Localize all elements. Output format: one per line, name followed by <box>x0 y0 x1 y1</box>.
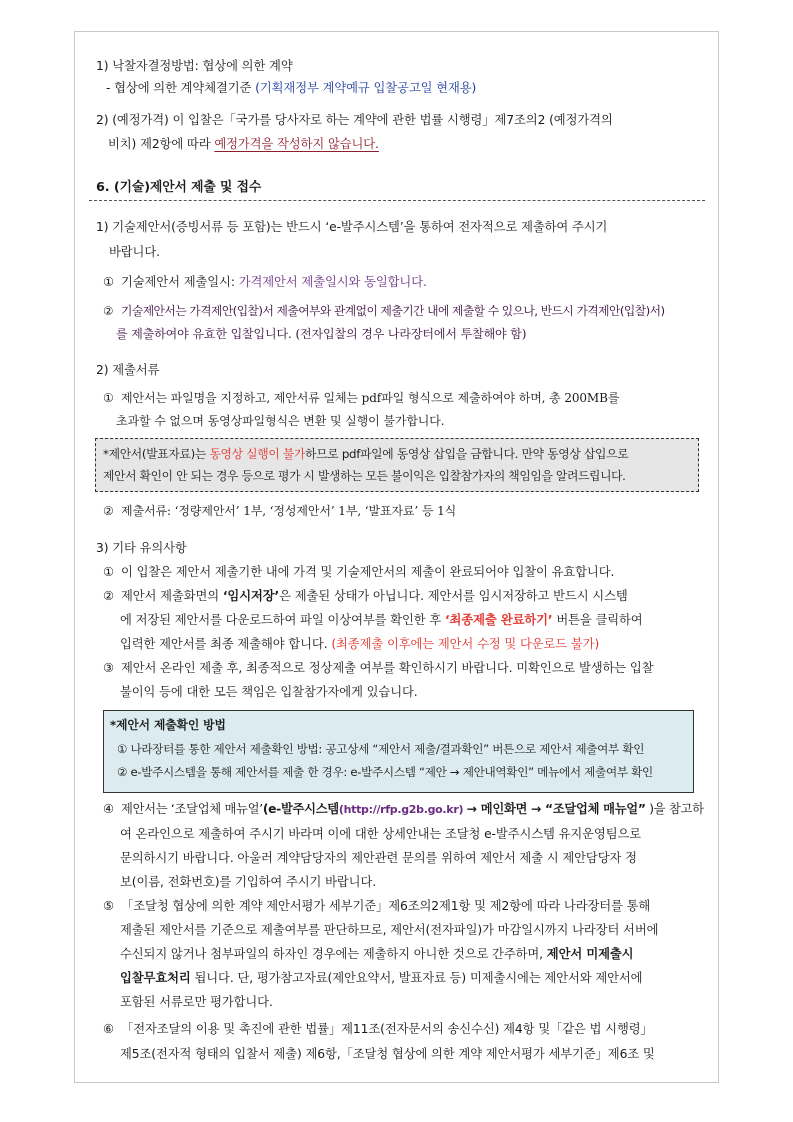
final-submit-emphasis: ‘최종제출 완료하기’ <box>444 613 553 627</box>
submission-check-item-2: ② e-발주시스템을 통해 제안서를 제출 한 경우: e-발주시스템 “제안 → 제안내역확인” 메뉴에서 제출여부 확인 <box>117 765 653 779</box>
tech-proposal-item-1: ① 기술제안서 제출일시: 가격제안서 제출일시와 동일합니다. <box>103 275 427 289</box>
other-notes-item-5-line3: 수신되지 않거나 첨부파일의 하자인 경우에는 제출하지 아니한 것으로 간주하며, 제안서 미제출시 <box>120 947 634 961</box>
tech-proposal-item-2-line1: ② 기술제안서는 가격제안(입찰)서 제출여부와 관계없이 제출기간 내에 제출할 수 있으나, 반드시 가격제안(입찰)서) <box>103 304 665 318</box>
award-method-reference: (기획재정부 계약예규 입찰공고일 현재용) <box>255 81 477 95</box>
invalid-bid-emphasis: 입찰무효처리 <box>120 971 191 985</box>
other-notes-item-5-line2: 제출된 제안서를 기준으로 제출여부를 판단하므로, 제안서(전자파일)가 마감일시까지 나라장터 서버에 <box>120 923 659 937</box>
section-6-heading: 6. (기술)제안서 제출 및 접수 <box>96 180 262 195</box>
other-notes-item-5-line1: ⑤ 「조달청 협상에 의한 계약 제안서평가 세부기준」제6조의2제1항 및 제2항에 따라 나라장터를 통해 <box>103 899 651 913</box>
other-notes-item-5-line5: 포함된 서류로만 평가합니다. <box>120 995 273 1009</box>
other-notes-item-4-line2: 여 온라인으로 제출하여 주시기 바라며 이에 대한 상세안내는 조달청 e-발주시스템 유지운영팀으로 <box>120 827 642 841</box>
other-notes-item-3-line1: ③ 제안서 온라인 제출 후, 최종적으로 정상제출 여부를 확인하시기 바랍니다. 미확인으로 발생하는 입찰 <box>103 661 654 675</box>
other-notes-item-4-line3: 문의하시기 바랍니다. 아울러 계약담당자의 제안관련 문의를 위하여 제안서 제출 시 제안담당자 정 <box>120 851 637 865</box>
other-notes-item-4-line4: 보(이름, 전화번호)를 기입하여 주시기 바랍니다. <box>120 875 377 889</box>
other-notes-item-2-line1: ② 제안서 제출화면의 ‘임시저장’은 제출된 상태가 아닙니다. 제안서를 임시저장하고 반드시 시스템 <box>103 589 628 603</box>
award-method-title: 1) 낙찰자결정방법: 협상에 의한 계약 <box>96 59 293 73</box>
estimated-price-emphasis: 예정가격을 작성하지 않습니다. <box>214 137 379 151</box>
submission-docs-item-1-line1: ① 제안서는 파일명을 지정하고, 제안서류 일체는 pdf파일 형식으로 제출하여야 하며, 총 200MB를 <box>103 391 620 405</box>
other-notes-item-2-line2: 에 저장된 제안서를 다운로드하여 파일 이상여부를 확인한 후 ‘최종제출 완료하기’ 버튼을 클릭하여 <box>120 613 643 627</box>
other-notes-item-6-line2: 제5조(전자적 형태의 입찰서 제출) 제6항,「조달청 협상에 의한 계약 제안서평가 세부기준」제6조 및 <box>120 1047 655 1061</box>
other-notes-item-1: ① 이 입찰은 제안서 제출기한 내에 가격 및 기술제안서의 제출이 완료되어야 입찰이 유효합니다. <box>103 565 615 579</box>
temp-save-emphasis: ‘임시저장’ <box>222 589 280 603</box>
estimated-price-line2: 비치) 제2항에 따라 예정가격을 작성하지 않습니다. <box>108 137 379 151</box>
other-notes-item-3-line2: 불이익 등에 대한 모든 책임은 입찰참가자에게 있습니다. <box>120 685 418 699</box>
video-notice-line1: *제안서(발표자료)는 동영상 실행이 불가하므로 pdf파일에 동영상 삽입을 금합니다. 만약 동영상 삽입으로 <box>103 447 629 461</box>
submission-docs-item-1-line2: 초과할 수 없으며 동영상파일형식은 변환 및 실행이 불가합니다. <box>116 414 445 428</box>
estimated-price-line1: 2) (예정가격) 이 입찰은「국가를 당사자로 하는 계약에 관한 법률 시행령」제7조의2 (예정가격의 <box>96 113 613 127</box>
tech-proposal-para-line1: 1) 기술제안서(증빙서류 등 포함)는 반드시 ‘e-발주시스템’을 통하여 전자적으로 제출하여 주시기 <box>96 220 608 234</box>
final-submit-warning: (최종제출 이후에는 제안서 수정 및 다운로드 불가) <box>331 637 600 651</box>
video-notice-emphasis: 동영상 실행이 불가 <box>209 447 306 461</box>
other-notes-title: 3) 기타 유의사항 <box>96 541 187 555</box>
submission-check-title: *제안서 제출확인 방법 <box>110 718 226 732</box>
manual-url[interactable]: (http://rfp.g2b.go.kr) <box>338 803 464 816</box>
section-divider <box>89 200 705 201</box>
other-notes-item-4-line1: ④ 제안서는 ‘조달업체 매뉴얼’(e-발주시스템(http://rfp.g2b.go.kr) → 메인화면 → “조달업체 매뉴얼” )을 참고하 <box>103 802 704 816</box>
other-notes-item-6-line1: ⑥ 「전자조달의 이용 및 촉진에 관한 법률」제11조(전자문서의 송신수신) 제4항 및「같은 법 시행령」 <box>103 1022 653 1036</box>
video-notice-line2: 제안서 확인이 안 되는 경우 등으로 평가 시 발생하는 모든 불이익은 입찰참가자의 책임임을 알려드립니다. <box>103 469 626 483</box>
submission-docs-title: 2) 제출서류 <box>96 363 160 377</box>
submission-docs-item-2: ② 제출서류: ‘정량제안서’ 1부, ‘정성제안서’ 1부, ‘발표자료’ 등 1식 <box>103 504 457 518</box>
tech-proposal-para-line2: 바랍니다. <box>109 245 160 259</box>
tech-proposal-item-2-line2: 를 제출하여야 유효한 입찰입니다. (전자입찰의 경우 나라장터에서 투찰해야 함) <box>116 327 527 341</box>
award-method-sub: - 협상에 의한 계약체결기준 (기획재정부 계약예규 입찰공고일 현재용) <box>106 81 477 95</box>
non-submission-emphasis: 제안서 미제출시 <box>546 947 634 961</box>
submission-date-emphasis: 가격제안서 제출일시와 동일합니다. <box>238 275 427 289</box>
other-notes-item-5-line4: 입찰무효처리 됩니다. 단, 평가참고자료(제안요약서, 발표자료 등) 미제출시에는 제안서와 제안서에 <box>120 971 643 985</box>
submission-check-item-1: ① 나라장터를 통한 제안서 제출확인 방법: 공고상세 “제안서 제출/결과확인” 버튼으로 제안서 제출여부 확인 <box>117 742 645 756</box>
other-notes-item-2-line3: 입력한 제안서를 최종 제출해야 합니다. (최종제출 이후에는 제안서 수정 및 다운로드 불가) <box>120 637 600 651</box>
